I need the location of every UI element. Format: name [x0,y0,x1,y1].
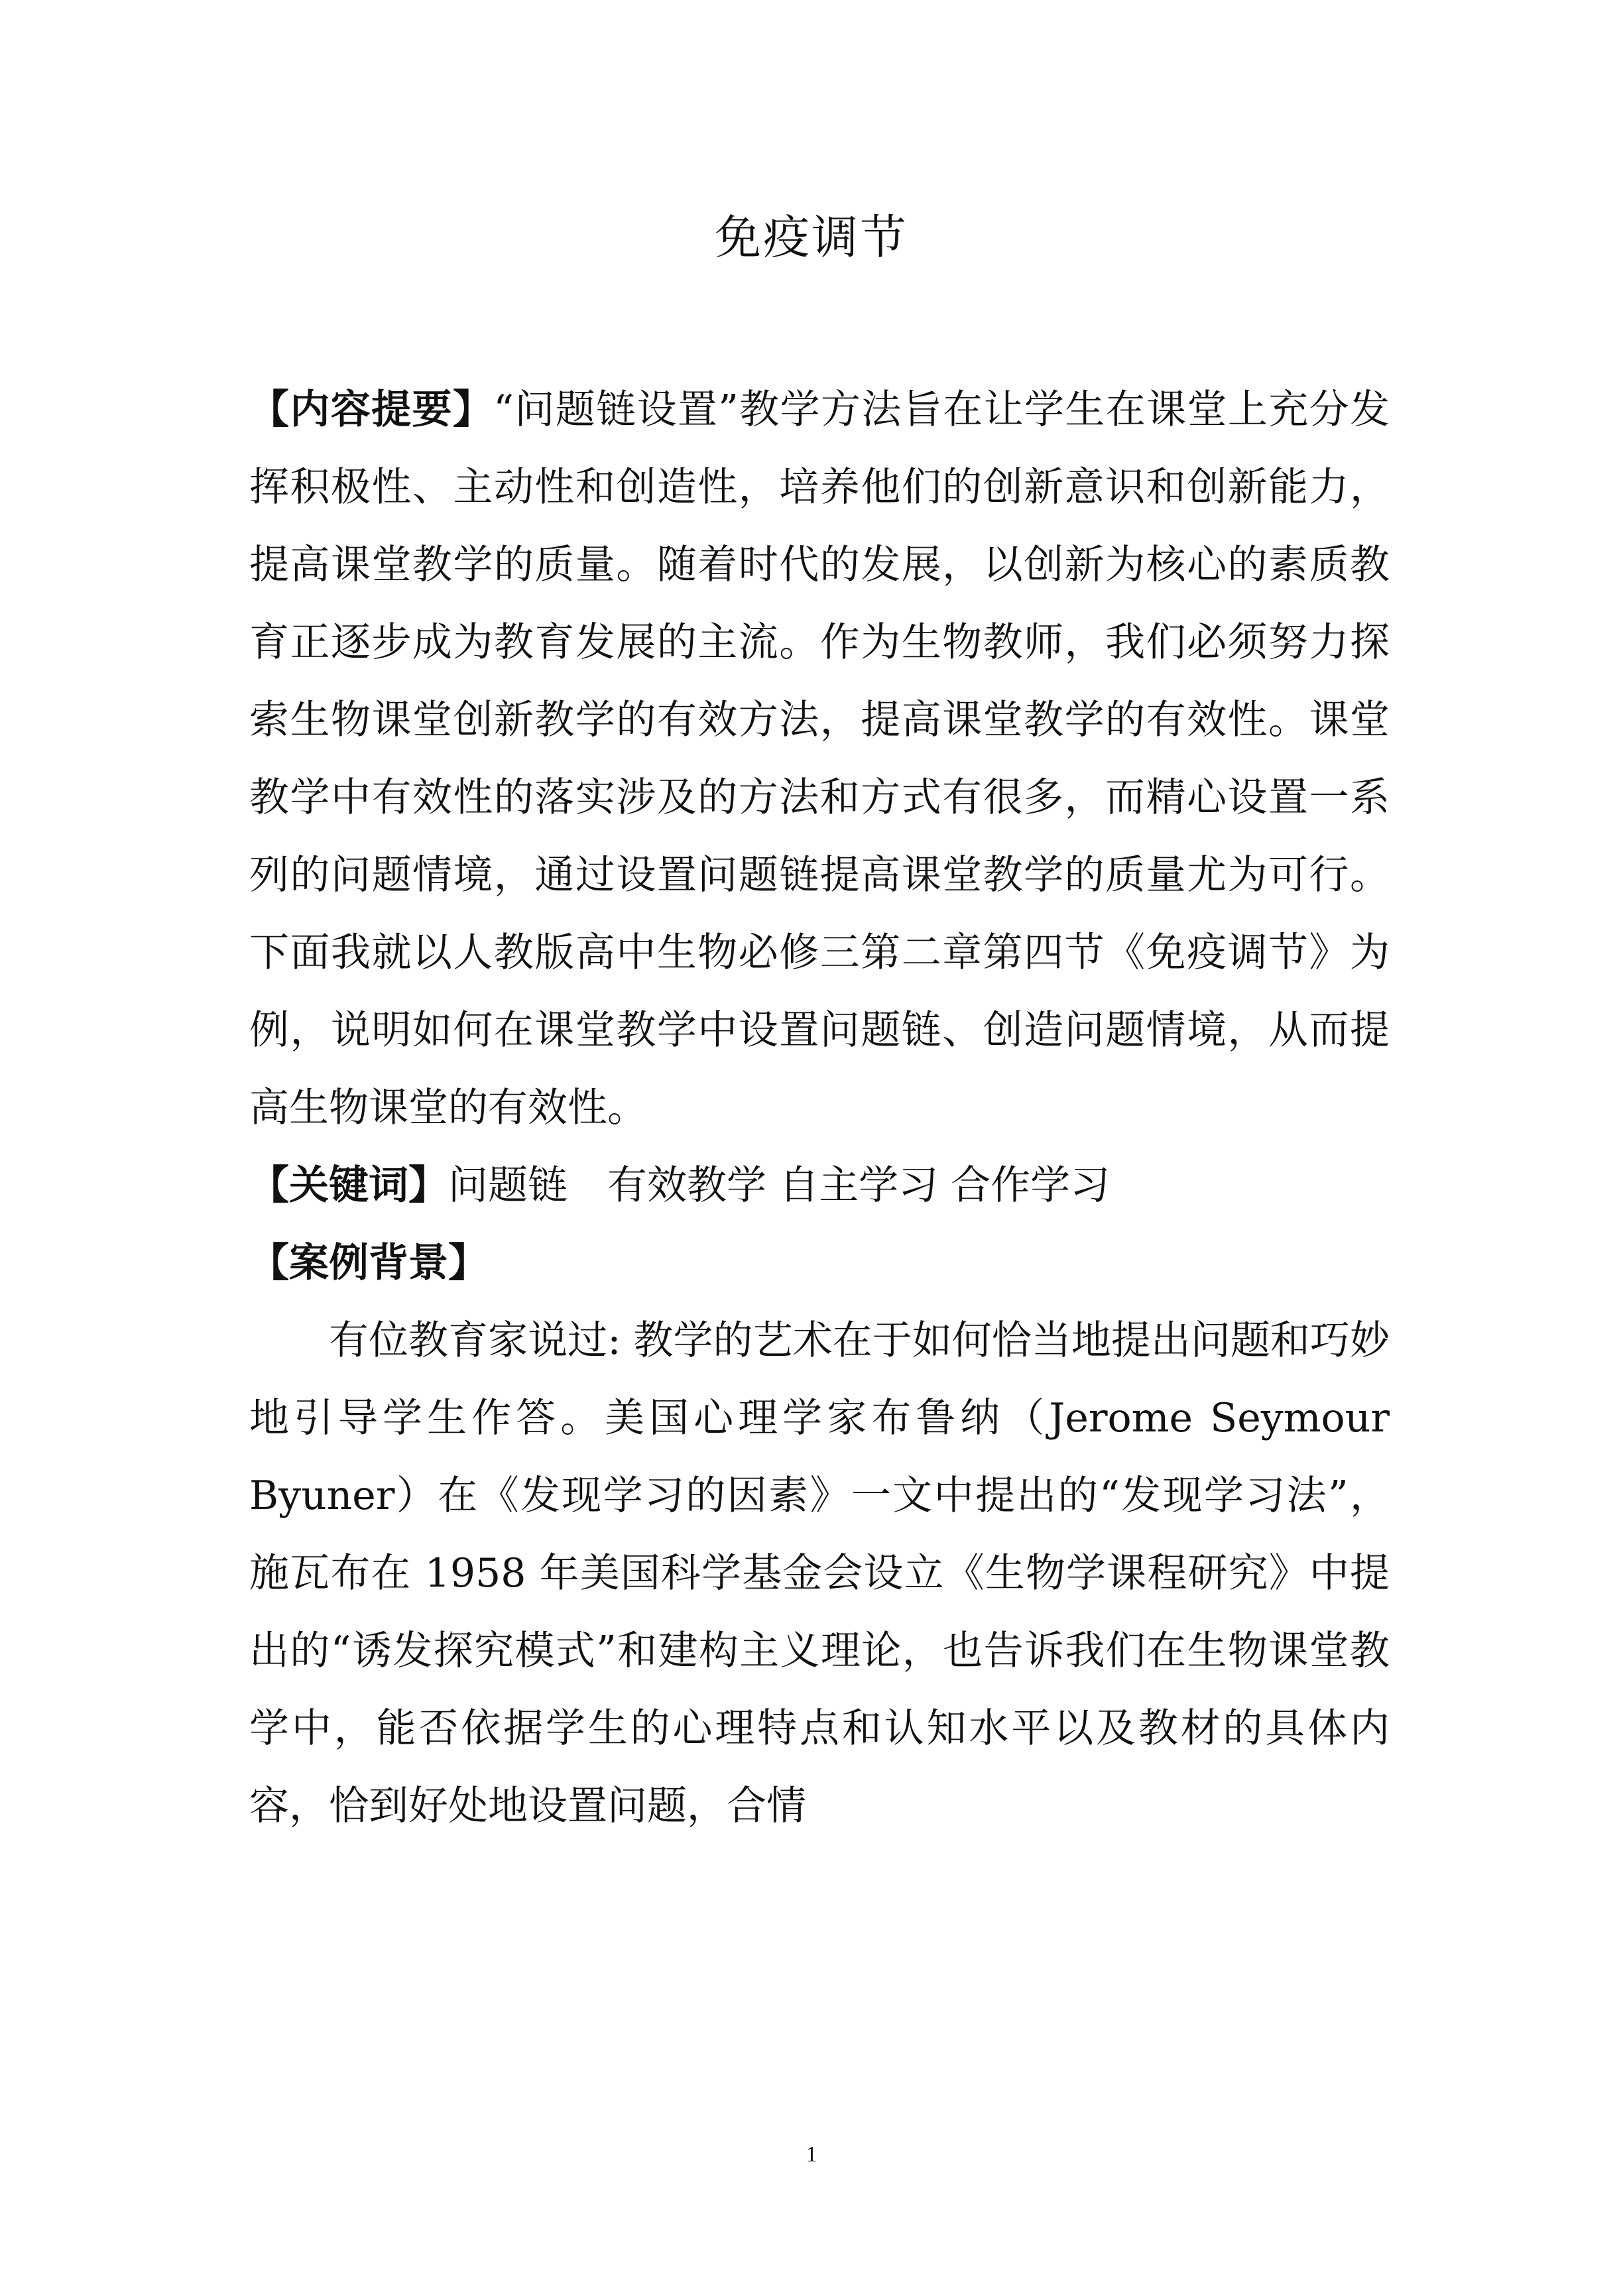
abstract-text: “问题链设置”教学方法旨在让学生在课堂上充分发挥积极性、主动性和创造性，培养他们的创新意识和创新能力，提高课堂教学的质量。随着时代的发展，以创新为核心的素质教育正逐步成为教育发展的主流。作为生物教师，我们必须努力探索生物课堂创新教学的有效方法，提高课堂教学的有效性。课堂教学中有效性的落实涉及的方法和方式有很多，而精心设置一系列的问题情境，通过设置问题链提高课堂教学的质量尤为可行。下面我就以人教版高中生物必修三第二章第四节《免疫调节》为例，说明如何在课堂教学中设置问题链、创造问题情境，从而提高生物课堂的有效性。 [249,387,1390,1131]
case-background-label: 【案例背景】 [249,1240,488,1286]
abstract-label: 【内容提要】 [249,387,494,433]
keywords-paragraph [249,1147,1390,1225]
page-number: 1 [806,2142,817,2167]
abstract-paragraph [249,371,1390,1147]
keywords-text: 问题链 有效教学 自主学习 合作学习 [448,1162,1111,1209]
case-background-paragraph: 有位教育家说过: 教学的艺术在于如何恰当地提出问题和巧妙地引导学生作答。美国心理学家布鲁纳（Jerome Seymour Byuner）在《发现学习的因素》一文中提出的“发现学习法”， 施瓦布在 1958 年美国科学基金会设立《生物学课程研究》中提出的“诱发探究模式”和建构主义理论，也告诉我们在生物课堂教学中，能否依据学生的心理特点和认知水平以及教材的具体内容，恰到好处地设置问题，合情 [249,1317,1390,1829]
document-title: 免疫调节 [715,210,908,265]
document-body [249,371,1390,1845]
case-background-heading [249,1225,1390,1302]
keywords-label: 【关键词】 [249,1162,448,1209]
